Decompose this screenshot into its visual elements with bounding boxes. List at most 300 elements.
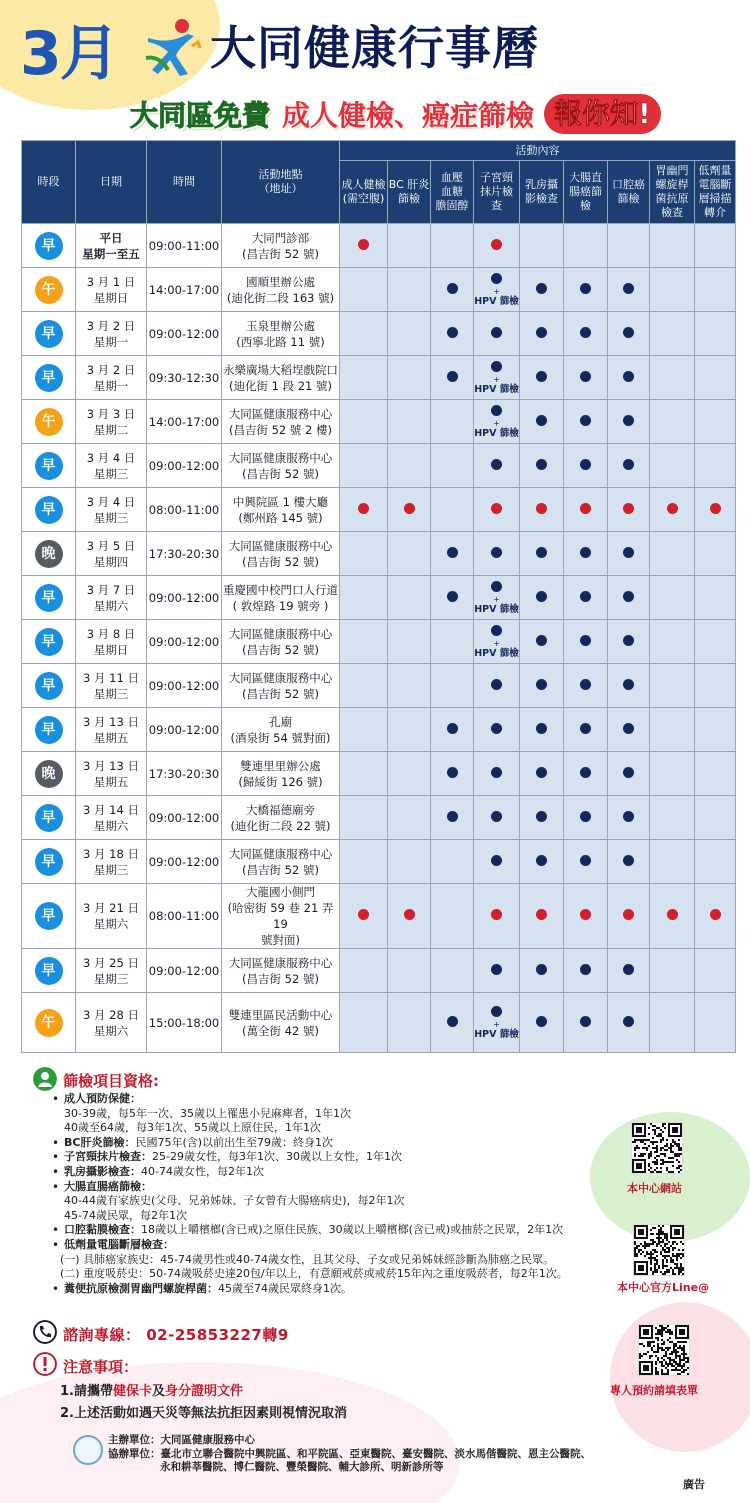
activity-cell [340,993,388,1053]
hpv-label: HPV 篩檢 [474,296,519,307]
note-1-id-document: 身分證明文件 [165,1384,244,1399]
organizer-host: 主辦單位：大同區健康服務中心 [108,1434,255,1446]
activity-cell [695,488,736,532]
plus-sign: + [493,375,500,384]
activity-cell [608,796,650,840]
hpv-label: HPV 篩檢 [474,648,519,659]
activity-cell [388,532,431,576]
form-qr-code[interactable] [638,1324,690,1376]
activity-cell [431,620,474,664]
activity-cell [388,312,431,356]
activity-cell [474,400,520,444]
table-row [22,356,736,400]
date-line: 3 月 25 日 [83,955,139,970]
activity-cell [564,312,608,356]
activity-cell [695,312,736,356]
activity-dot [580,723,591,734]
header-col-line: 乳房攝 [525,178,558,191]
date-line: 3 月 1 日 [86,274,136,289]
location-line: 雙連里里辦公處 [240,758,321,773]
activity-cell [388,576,431,620]
location-line: 中興院區 1 樓大廳 [232,494,329,509]
note-1 [60,1380,243,1399]
activity-dot [491,273,502,284]
line-qr-code[interactable] [633,1224,685,1276]
qualification-item-text: 40-74歲女性，每2年1次 [141,1164,264,1178]
activity-dot [358,239,369,250]
activity-cell [608,268,650,312]
time-cell: 09:00-12:00 [147,444,222,488]
activity-cell [564,949,608,993]
activity-cell [520,532,564,576]
time-cell: 09:00-12:00 [147,840,222,884]
activity-dot [491,625,502,636]
plus-sign: + [493,1020,500,1029]
activity-cell [650,444,695,488]
activity-cell [474,840,520,884]
activity-dot [536,415,547,426]
date-cell [76,400,147,444]
activity-cell [520,664,564,708]
slot-cell [22,488,76,532]
website-qr-code[interactable] [631,1122,683,1174]
activity-cell [431,840,474,884]
qualification-item [50,1092,610,1107]
date-cell [76,268,147,312]
activity-cell [520,576,564,620]
weekday-line: 星期二 [93,422,129,437]
activity-cell [431,949,474,993]
activity-cell [388,664,431,708]
activity-dot [536,459,547,470]
activity-dot [536,811,547,822]
activity-cell [388,840,431,884]
location-line: 大同門診部 [251,230,310,245]
activity-cell [340,312,388,356]
activity-dot [623,459,634,470]
activity-cell [650,664,695,708]
header-col-6 [608,161,650,224]
date-line: 3 月 8 日 [86,626,136,641]
weekday-line: 星期日 [93,642,129,657]
date-cell [76,796,147,840]
activity-dot [623,327,634,338]
activity-cell [564,268,608,312]
time-slot-badge: 早 [35,232,63,260]
location-cell [222,664,340,708]
date-cell [76,884,147,949]
ad-label: 廣告 [683,1478,705,1491]
header-col-line: 檢 [580,199,591,212]
activity-cell [650,949,695,993]
time-slot-badge: 早 [35,672,63,700]
activity-cell [520,949,564,993]
activity-cell [431,268,474,312]
activity-cell [520,400,564,444]
activity-cell [695,532,736,576]
activity-dot [580,547,591,558]
time-slot-badge: 早 [35,957,63,985]
date-line: 3 月 2 日 [86,318,136,333]
activity-cell [520,620,564,664]
location-cell [222,993,340,1053]
activity-dot [623,767,634,778]
activity-dot [491,855,502,866]
activity-cell [340,664,388,708]
activity-cell [431,708,474,752]
activity-cell [564,620,608,664]
time-slot-badge: 晚 [35,540,63,568]
line-qr-caption: 本中心官方Line@ [617,1281,710,1294]
activity-dot [491,361,502,372]
activity-cell [564,884,608,949]
activity-cell [340,356,388,400]
table-row [22,708,736,752]
activity-cell [431,400,474,444]
activity-dot [447,371,458,382]
activity-dot [447,327,458,338]
activity-cell [388,993,431,1053]
activity-dot [580,327,591,338]
location-line: (西寧北路 11 號) [236,334,325,349]
activity-dot [491,1006,502,1017]
activity-cell [608,312,650,356]
activity-dot [623,909,634,920]
time-cell: 08:00-11:00 [147,488,222,532]
time-cell: 17:30-20:30 [147,752,222,796]
time-cell: 09:00-12:00 [147,708,222,752]
location-cell [222,620,340,664]
activity-cell [388,268,431,312]
qualification-item [50,1209,610,1224]
date-line: 3 月 4 日 [86,450,136,465]
activity-dot [491,767,502,778]
form-qr-caption: 專人預約請填表單 [610,1384,698,1397]
time-cell: 14:00-17:00 [147,400,222,444]
activity-cell [340,884,388,949]
table-row [22,884,736,949]
activity-cell [608,664,650,708]
location-line: (酒泉街 54 號對面) [230,730,331,745]
header-col-line: 螺旋桿 [655,178,689,191]
activity-dot [491,239,502,250]
date-line: 3 月 2 日 [86,362,136,377]
activity-dot [710,503,721,514]
header-col-line: 低劑量 [698,164,732,177]
activity-dot [491,964,502,975]
plus-sign: + [493,595,500,604]
time-slot-badge: 早 [35,496,63,524]
header-col-line: 子宮頸 [480,171,513,184]
table-row [22,224,736,268]
activity-cell [388,400,431,444]
activity-cell [520,444,564,488]
activity-cell [520,993,564,1053]
qualification-item-text: (一) 具肺癌家族史：45-74歲男性或40-74歲女性，且其父母、子女或兄弟姊妹經診斷為肺癌之民眾。 [60,1252,555,1266]
time-cell: 14:00-17:00 [147,268,222,312]
header-col-line: (需空腹) [342,192,385,205]
health-center-logo-icon [73,1435,103,1465]
header-col-0 [340,161,388,224]
activity-dot [404,503,415,514]
activity-dot [710,909,721,920]
location-cell [222,752,340,796]
location-line: 大同區健康服務中心 [228,846,333,861]
activity-cell [695,840,736,884]
time-slot-badge: 早 [35,716,63,744]
qualification-list [50,1092,610,1296]
month-label: 3月 [20,19,118,89]
header-col-line: 腸癌篩 [569,185,602,198]
header-col-line: 篩檢 [617,192,640,205]
location-line: (鄭州路 145 號) [238,510,323,525]
slot-cell [22,268,76,312]
activity-cell [608,993,650,1053]
activity-dot [536,855,547,866]
activity-dot [580,964,591,975]
activity-dot [580,415,591,426]
location-line: (昌吉街 52 號) [242,466,319,481]
date-cell [76,949,147,993]
person-icon [33,1067,57,1091]
time-cell: 09:00-12:00 [147,949,222,993]
activity-cell [340,576,388,620]
weekday-line: 星期六 [93,598,129,613]
location-cell [222,884,340,949]
header-col-line: 影檢查 [525,192,558,205]
activity-dot [536,767,547,778]
activity-cell [650,268,695,312]
time-cell: 09:00-12:00 [147,664,222,708]
activity-cell [474,884,520,949]
weekday-line: 星期三 [93,686,129,701]
activity-dot [447,1016,458,1027]
schedule-table [21,140,736,1053]
activity-cell [340,949,388,993]
activity-dot [580,855,591,866]
activity-cell [431,224,474,268]
activity-dot [536,327,547,338]
qualification-item [50,1253,610,1268]
qualification-item [50,1136,610,1151]
qualification-item [50,1121,610,1136]
activity-cell [520,488,564,532]
activity-dot [491,679,502,690]
activity-dot [491,581,502,592]
header-location [222,141,340,224]
qualification-item-label: 大腸直腸癌篩檢： [64,1179,152,1193]
slot-cell [22,532,76,576]
time-slot-badge: 午 [35,1009,63,1037]
activity-cell [474,532,520,576]
activity-cell [695,224,736,268]
activity-cell [564,532,608,576]
health-figure-logo-icon [142,16,206,80]
time-slot-badge: 午 [35,408,63,436]
header-col-line: 檢查 [661,206,683,219]
header-location-address: （地址） [258,182,303,195]
activity-dot [536,371,547,382]
activity-dot [623,635,634,646]
slot-cell [22,884,76,949]
header-col-7 [650,161,695,224]
activity-dot [623,283,634,294]
qualification-item-text: 18歲以上嚼檳榔(含已戒)之原住民族、30歲以上嚼檳榔(含已戒)或抽菸之民眾，2年1次 [141,1223,564,1237]
activity-cell [520,796,564,840]
activity-cell [520,356,564,400]
website-qr-caption: 本中心網站 [627,1182,682,1195]
location-line: 玉泉里辦公處 [246,318,315,333]
header-col-line: BC 肝炎 [388,178,430,191]
activity-cell [388,796,431,840]
activity-cell [474,993,520,1053]
activity-dot [580,1016,591,1027]
location-cell [222,400,340,444]
date-cell [76,532,147,576]
activity-cell [695,444,736,488]
activity-cell [650,840,695,884]
weekday-line: 星期一至五 [82,246,140,261]
activity-cell [695,993,736,1053]
activity-dot [580,767,591,778]
activity-cell [474,444,520,488]
activity-cell [520,224,564,268]
exclamation-icon [33,1352,57,1376]
slot-cell [22,620,76,664]
activity-dot [623,811,634,822]
activity-cell [608,224,650,268]
header-col-line: 大腸直 [569,171,602,184]
activity-dot [491,459,502,470]
activity-cell [520,268,564,312]
activity-cell [474,576,520,620]
notes-title: 注意事項： [63,1358,139,1376]
date-line: 3 月 3 日 [86,406,136,421]
activity-cell [388,708,431,752]
time-slot-badge: 早 [35,902,63,930]
activity-cell [340,620,388,664]
activity-dot [491,811,502,822]
date-cell [76,488,147,532]
note-1-health-card: 健保卡 [112,1384,152,1399]
activity-cell [650,620,695,664]
date-line: 3 月 21 日 [83,901,139,915]
location-line: 大同區健康服務中心 [228,670,333,685]
location-line: (哈密街 59 巷 21 弄 19 [227,901,334,931]
activity-dot [536,591,547,602]
slot-cell [22,949,76,993]
activity-cell [650,708,695,752]
header-subtitle [130,92,661,136]
activity-dot [491,723,502,734]
activity-dot [536,964,547,975]
location-cell [222,224,340,268]
page-title: 大同健康行事曆 [210,21,539,75]
time-slot-badge: 早 [35,628,63,656]
activity-dot [404,909,415,920]
qualification-item [50,1282,610,1297]
organizers [108,1434,591,1475]
qualification-item-text: 40歲至64歲，每3年1次、55歲以上原住民，1年1次 [64,1121,321,1135]
activity-cell [695,576,736,620]
activity-cell [564,488,608,532]
activity-cell [340,444,388,488]
slot-cell [22,993,76,1053]
location-cell [222,708,340,752]
activity-dot [623,723,634,734]
location-line: ( 敦煌路 19 號旁 ) [232,598,329,613]
activity-cell [388,620,431,664]
weekday-line: 星期六 [93,1023,129,1038]
activity-cell [695,664,736,708]
activity-cell [695,796,736,840]
activity-dot [580,635,591,646]
location-line: (昌吉街 52 號) [242,554,319,569]
time-cell: 09:00-12:00 [147,796,222,840]
activity-cell [564,664,608,708]
qualification-item-text: 45歲至74歲民眾終身1次。 [218,1281,352,1295]
header-col-5 [564,161,608,224]
activity-dot [536,679,547,690]
date-line: 3 月 13 日 [83,714,139,729]
weekday-line: 星期六 [93,818,129,833]
activity-dot [580,283,591,294]
activity-cell [564,840,608,884]
activity-dot [580,591,591,602]
activity-cell [340,796,388,840]
activity-cell [695,884,736,949]
activity-cell [431,752,474,796]
activity-cell [608,576,650,620]
qualification-item-label: 成人預防保健： [64,1092,141,1105]
time-slot-badge: 早 [35,848,63,876]
slot-cell [22,400,76,444]
location-line: (昌吉街 52 號) [242,246,319,261]
header-col-line: 轉介 [704,206,726,219]
header-col-line: 查 [491,199,502,212]
activity-cell [431,576,474,620]
activity-dot [580,503,591,514]
time-slot-badge: 晚 [35,760,63,788]
table-row [22,488,736,532]
header-col-line: 血糖 [441,185,463,198]
location-line: 大同區健康服務中心 [228,406,333,421]
slot-cell [22,576,76,620]
location-line: (昌吉街 52 號 2 樓) [228,422,333,437]
activity-cell [340,840,388,884]
hpv-label: HPV 篩檢 [474,604,519,615]
weekday-line: 星期五 [93,730,129,745]
qualification-item-text: (二) 重度吸菸史：50-74歲吸菸史達20包/年以上，有意願戒菸或戒菸15年內之重度吸菸者，每2年1次。 [60,1267,568,1281]
weekday-line: 星期一 [93,378,129,393]
qualification-item-label: 乳房攝影檢查： [64,1164,141,1178]
table-row [22,444,736,488]
activity-dot [536,283,547,294]
activity-cell [388,224,431,268]
table-row [22,620,736,664]
qualification-item-label: BC肝炎篩檢： [64,1135,136,1149]
activity-cell [340,752,388,796]
phone-icon [33,1320,57,1344]
activity-cell [695,708,736,752]
location-cell [222,488,340,532]
header-col-line: 菌抗原 [655,192,689,205]
location-line: (迪化街二段 163 號) [226,290,335,305]
table-row [22,400,736,444]
qualification-item [50,1238,610,1253]
qualification-item [50,1223,610,1238]
date-line: 3 月 28 日 [83,1007,139,1022]
